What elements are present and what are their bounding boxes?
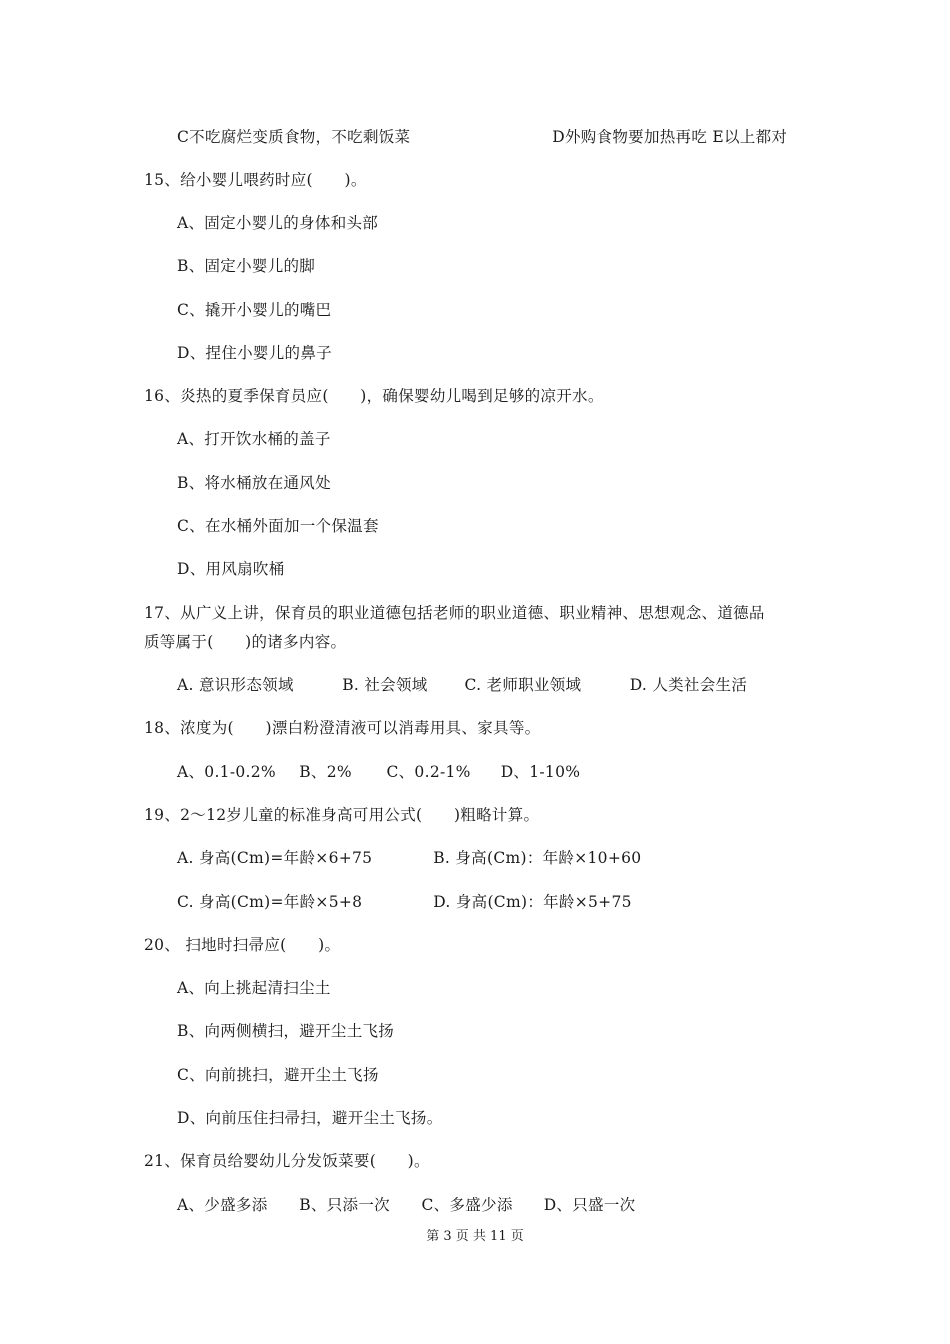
q19-option-b: B. 身高(Cm)：年龄×10+60 — [433, 849, 642, 867]
q17-option-a: A. 意识形态领域 — [177, 676, 294, 694]
page-number-footer: 第 3 页 共 11 页 — [426, 1229, 524, 1244]
q21-option-b: B、只添一次 — [299, 1196, 390, 1214]
q17-options-row — [177, 675, 747, 695]
q18-option-c: C、0.2-1% — [386, 763, 471, 781]
q16-option-a: A、打开饮水桶的盖子 — [177, 430, 331, 448]
q19-options-row-1 — [177, 848, 641, 868]
q16-option-d: D、用风扇吹桶 — [177, 560, 285, 578]
q17-option-b: B. 社会领域 — [342, 676, 428, 694]
question-20: 20、 扫地时扫帚应( )。 — [144, 936, 341, 954]
question-19: 19、2～12岁儿童的标准身高可用公式( )粗略计算。 — [144, 806, 540, 824]
q15-option-b: B、固定小婴儿的脚 — [177, 257, 316, 275]
q21-option-c: C、多盛少添 — [421, 1196, 513, 1214]
q21-option-a: A、少盛多添 — [177, 1196, 268, 1214]
q18-option-b: B、2% — [299, 763, 352, 781]
q21-option-d: D、只盛一次 — [543, 1196, 636, 1214]
q21-options-row — [177, 1195, 635, 1215]
q20-option-b: B、向两侧横扫，避开尘土飞扬 — [177, 1022, 395, 1040]
q19-option-a: A. 身高(Cm)=年龄×6+75 — [177, 849, 373, 867]
q20-option-a: A、向上挑起清扫尘土 — [177, 979, 331, 997]
question-17-line-1: 17、从广义上讲，保育员的职业道德包括老师的职业道德、职业精神、思想观念、道德品 — [144, 604, 765, 622]
q16-option-c: C、在水桶外面加一个保温套 — [177, 517, 379, 535]
q17-option-c: C. 老师职业领域 — [464, 676, 582, 694]
question-21: 21、保育员给婴幼儿分发饭菜要( )。 — [144, 1152, 430, 1170]
q19-options-row-2 — [177, 892, 632, 912]
question-17-line-2: 质等属于( )的诸多内容。 — [144, 633, 347, 651]
q14-option-d-e: D外购食物要加热再吃 E以上都对 — [552, 128, 788, 146]
q18-option-a: A、0.1-0.2% — [177, 763, 276, 781]
q16-option-b: B、将水桶放在通风处 — [177, 474, 331, 492]
q14-options-row — [177, 127, 787, 147]
q14-option-c: C不吃腐烂变质食物，不吃剩饭菜 — [177, 128, 411, 146]
q20-option-c: C、向前挑扫，避开尘土飞扬 — [177, 1066, 379, 1084]
q19-option-d: D. 身高(Cm)：年龄×5+75 — [433, 893, 632, 911]
q18-option-d: D、1-10% — [500, 763, 581, 781]
question-15: 15、给小婴儿喂药时应( )。 — [144, 171, 367, 189]
question-18: 18、浓度为( )漂白粉澄清液可以消毒用具、家具等。 — [144, 719, 541, 737]
q20-option-d: D、向前压住扫帚扫，避开尘土飞扬。 — [177, 1109, 443, 1127]
question-16: 16、炎热的夏季保育员应( )，确保婴幼儿喝到足够的凉开水。 — [144, 387, 604, 405]
q18-options-row — [177, 762, 580, 782]
q19-option-c: C. 身高(Cm)=年龄×5+8 — [177, 893, 363, 911]
q17-option-d: D. 人类社会生活 — [629, 676, 748, 694]
q15-option-d: D、捏住小婴儿的鼻子 — [177, 344, 332, 362]
q15-option-a: A、固定小婴儿的身体和头部 — [177, 214, 379, 232]
q15-option-c: C、撬开小婴儿的嘴巴 — [177, 301, 332, 319]
